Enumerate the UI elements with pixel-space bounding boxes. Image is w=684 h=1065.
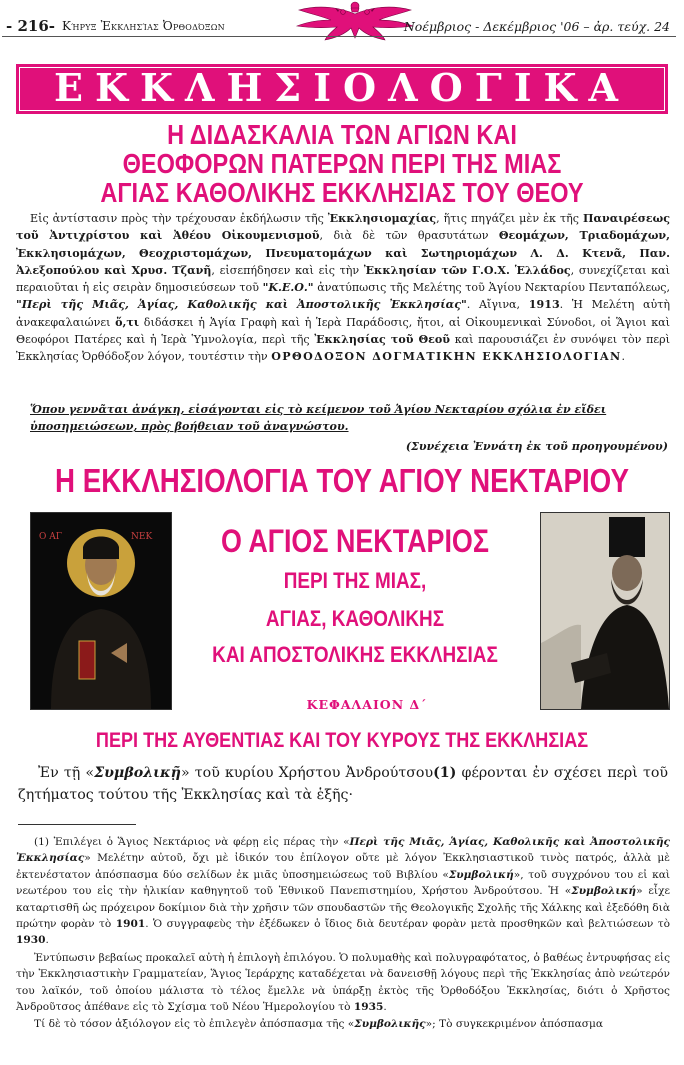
footnote-bold: 1935: [353, 1001, 384, 1014]
chapter-title: ΠΕΡΙ ΤΗΣ ΑΥΘΕΝΤΙΑΣ ΚΑΙ ΤΟΥ ΚΥΡΟΥΣ ΤΗΣ ΕΚΚΛΗΣΙΑΣ: [95, 729, 589, 752]
body-text: » τοῦ κυρίου Χρήστου Ἀνδρούτσου: [180, 765, 434, 781]
double-headed-eagle-icon: [291, 0, 419, 44]
intro-text: . Αἴγινα,: [466, 298, 529, 312]
publication-name: Κήρυξ Ἐκκλησίας Ὀρθοδόξων: [62, 19, 225, 33]
footnote-text: .: [383, 1001, 387, 1014]
saint-icon-image: [30, 512, 172, 710]
intro-bold-spaced: ΟΡΘΟΔΟΞΟΝ ΔΟΓΜΑΤΙΚΗΝ ΕΚΚΛΗΣΙΟΛΟΓΙΑΝ: [271, 350, 622, 364]
intro-text: Εἰς ἀντίστασιν πρὸς τὴν τρέχουσαν ἐκδήλωσιν τῆς: [30, 212, 328, 225]
intro-bold: Ἐκκλησίαν τῶν Γ.Ο.Χ. Ἑλλάδος: [363, 263, 571, 277]
intro-bold: Ἐκκλησίας τοῦ Θεοῦ: [314, 333, 450, 347]
intro-bold: Λ. Δ. Κτενᾶ, Παν. Ἀλεξοπούλου καὶ Χρυσ. Τζανῆ: [16, 246, 670, 277]
intro-text: , εἰσεπήδησεν καὶ εἰς τὴν: [211, 263, 364, 277]
banner-title: ΕΚΚΛΗΣΙΟΛΟΓΙΚΑ: [54, 65, 630, 110]
saint-icon-illustration: [31, 513, 171, 709]
footnote-text: (1) Ἐπιλέγει ὁ Ἅγιος Νεκτάριος νὰ φέρῃ εἰς πέρας τὴν «: [34, 836, 350, 848]
main-title: [72, 120, 613, 207]
footnote-paragraph: [16, 950, 670, 1016]
intro-text: , ἥτις πηγάζει μὲν ἐκ τῆς: [436, 212, 584, 225]
footnote-paragraph: [16, 1016, 670, 1032]
intro-text: .: [621, 350, 626, 364]
footnote-paragraph: [16, 834, 670, 949]
intro-bold: Παναιρέσεως τοῦ Ἀντιχρίστου καὶ Ἀθέου Οἰκουμενισμοῦ: [16, 212, 670, 243]
footnote-reference: (1): [433, 765, 457, 781]
intro-text: , διὰ δὲ τῶν θρασυτάτων: [319, 229, 499, 243]
footnote-bold-italic: Περὶ τῆς Μιᾶς, Ἁγίας, Καθολικῆς καὶ Ἀποστολικῆς Ἐκκλησίας: [16, 836, 670, 865]
intro-bold-italic: "Κ.Ε.Ο.": [262, 281, 314, 295]
footnote-text: » εἶχε καταρτισθῆ ὡς πρόχειρον δοκίμιον διὰ τὴν χρῆσιν τῶν σπουδαστῶν τῆς Θεολογικῆς Σχολῆς τῆς Χάλκης καὶ ἐξεδόθη διὰ πρώτην φορὰν τὸ: [16, 885, 670, 931]
saint-subheading-line: ΠΕΡΙ ΤΗΣ ΜΙΑΣ,: [283, 568, 427, 593]
body-paragraph: [18, 762, 668, 806]
intro-text: ἀνατύπωσις τῆς Μελέτης τοῦ Ἁγίου Νεκταρίου Πενταπόλεως,: [313, 281, 670, 295]
saint-heading: Ο ΑΓΙΟΣ ΝΕΚΤΑΡΙΟΣ: [221, 523, 489, 559]
intro-text: , συνεχίζεται καὶ περαιοῦται ἡ εἰς σειρὰν δημοσιεύσεων τοῦ: [16, 263, 671, 295]
footnote-text: », τοῦ συγχρόνου του εἰ καὶ νεωτέρου του εἰς τὴν ἡλικίαν καθηγητοῦ τοῦ Ἐθνικοῦ Πανεπιστημίου, Χρήστου Ἀνδρούτσου. Ἡ «: [16, 868, 670, 898]
main-title-line: ΘΕΟΦΟΡΩΝ ΠΑΤΕΡΩΝ ΠΕΡΙ ΤΗΣ ΜΙΑΣ: [122, 148, 562, 179]
body-bold-italic: Συμβολικῇ: [94, 765, 181, 781]
intro-text: καὶ παρουσιάζει ἐν συνόψει τὸν περὶ Ἐκκλησίας Ὀρθόδοξον λόγον, τουτέστιν τὴν: [16, 333, 670, 364]
footnote-text: . Ὁ συγγραφεὺς τὴν ἐξέδωκεν ὁ ἴδιος διὰ δευτέραν φορὰν μετὰ προσθηκῶν καὶ βελτιώσεων τὸ: [145, 918, 670, 931]
footnote-rule: [18, 824, 136, 825]
body-text: Ἐν τῇ «: [38, 765, 95, 781]
main-title-line: ΑΓΙΑΣ ΚΑΘΟΛΙΚΗΣ ΕΚΚΛΗΣΙΑΣ ΤΟΥ ΘΕΟΥ: [100, 177, 584, 208]
intro-bold: Θεομάχων, Τριαδομάχων, Ἐκκλησιομάχων, Θεοχριστομάχων, Πνευματομάχων καὶ Σωτηριομάχων: [16, 229, 670, 260]
page-header: [0, 0, 684, 42]
footnote-text: Τί δὲ τὸ τόσον ἀξιόλογον εἰς τὸ ἐπιλεγὲν ἀπόσπασμα τῆς «: [34, 1018, 355, 1031]
section-banner: [16, 64, 668, 114]
intro-text: . Ἡ Μελέτη αὐτὴ ἀνακεφαλαιώνει: [16, 298, 670, 329]
footnote-text: » Μελέτην αὐτοῦ, ὄχι μὲ ἰδικόν του ἐπίλογον οὔτε μὲ λόγον Ἐκκλησιαστικοῦ τινὸς πατρός, ἀλλὰ μὲ ἐκτενέστατον ἀπόσπασμα δύο σελίδων ἐκ μιᾶς ὑποσημειώσεως τοῦ Βιβλίου «: [16, 852, 670, 881]
intro-text: διδάσκει ἡ Ἁγία Γραφὴ καὶ ἡ Ἱερὰ Παράδοσις, ἤτοι, αἱ Οἰκουμενικαὶ Σύνοδοι, οἱ Ἅγιοι καὶ Θεοφόροι Πατέρες καὶ ἡ Ἱερὰ Ὑμνολογία, περὶ τῆς: [16, 315, 670, 347]
saint-subheading-line: ΑΓΙΑΣ, ΚΑΘΟΛΙΚΗΣ: [265, 606, 445, 631]
main-title-line: Η ΔΙΔΑΣΚΑΛΙΑ ΤΩΝ ΑΓΙΩΝ ΚΑΙ: [167, 119, 517, 150]
icon-inscription-left: Ο ΑΓ: [39, 532, 62, 542]
saint-subheading-line: ΚΑΙ ΑΠΟΣΤΟΛΙΚΗΣ ΕΚΚΛΗΣΙΑΣ: [212, 642, 498, 667]
intro-bold-italic: "Περὶ τῆς Μιᾶς, Ἁγίας, Καθολικῆς καὶ Ἀποστολικῆς Ἐκκλησίας": [16, 298, 467, 312]
editor-note: Ὅπου γεννᾶται ἀνάγκη, εἰσάγονται εἰς τὸ κείμενον τοῦ Ἁγίου Νεκταρίου σχόλια ἐν εἴδει ὑποσημειώσεων, πρὸς βοήθειαν τοῦ ἀναγνώστου.: [30, 403, 607, 434]
icon-inscription-right: ΝΕΚ: [131, 532, 153, 542]
footnote-text: Ἐντύπωσιν βεβαίως προκαλεῖ αὐτὴ ἡ ἐπιλογὴ ἐπιλόγου. Ὁ πολυμαθὴς καὶ πολυγραφότατος, ὁ βαθέως ἐντρυφήσας εἰς τὴν Ἐκκλησιαστικὴν Γραμματείαν, Ἅγιος Ἱεράρχης καταδέχεται νὰ δανεισθῇ λόγους περὶ τῆς Ἐκκλησίας ἀπὸ νεώτερόν του λαϊκόν, τοῦ ὁποίου μάλιστα τὸ τέλος ἔμελλε νὰ ὑπάρξῃ ἐκτὸς τῆς Ὀρθοδόξου Ἐκκλησίας, διότι ὁ Χρῆστος Ἀνδροῦτσος ἀπέθανε εἰς τὸ Σχίσμα τοῦ Νέου Ἡμερολογίου τὸ: [16, 951, 670, 1014]
footnote-bold: 1930: [16, 934, 46, 947]
footnotes: [16, 834, 670, 1034]
section-title: Η ΕΚΚΛΗΣΙΟΛΟΓΙΑ ΤΟΥ ΑΓΙΟΥ ΝΕΚΤΑΡΙΟΥ: [55, 462, 629, 499]
footnote-bold-italic: Συμβολική: [448, 868, 514, 881]
footnote-text: »; Τὸ συγκεκριμένον ἀπόσπασμα: [425, 1018, 604, 1031]
intro-paragraph: [16, 210, 670, 366]
header-rule: [2, 36, 676, 37]
continuation-note: (Συνέχεια Ἐννάτη ἐκ τοῦ προηγουμένου): [405, 440, 668, 453]
footnote-bold-italic: Συμβολικῆς: [354, 1018, 426, 1031]
intro-bold: 1913: [528, 298, 560, 312]
footnote-text: .: [45, 934, 49, 947]
intro-bold: ὅ,τι: [115, 315, 140, 329]
issue-date: Νοέμβριος - Δεκέμβριος '06 – ἀρ. τεύχ. 24: [403, 19, 670, 34]
footnote-bold: 1901: [115, 918, 146, 931]
page-number: - 216-: [6, 17, 55, 35]
saint-photograph: [540, 512, 670, 710]
chapter-label: ΚΕΦΑΛΑΙΟΝ Δ΄: [306, 697, 428, 712]
footnote-bold-italic: Συμβολική: [571, 885, 637, 898]
intro-bold: Ἐκκλησιομαχίας: [327, 212, 437, 225]
body-text: φέρονται ἐν σχέσει περὶ τοῦ ζητήματος τούτου τῆς Ἐκκλησίας καὶ τὰ ἑξῆς·: [18, 765, 668, 803]
saint-photo-illustration: [541, 513, 669, 709]
